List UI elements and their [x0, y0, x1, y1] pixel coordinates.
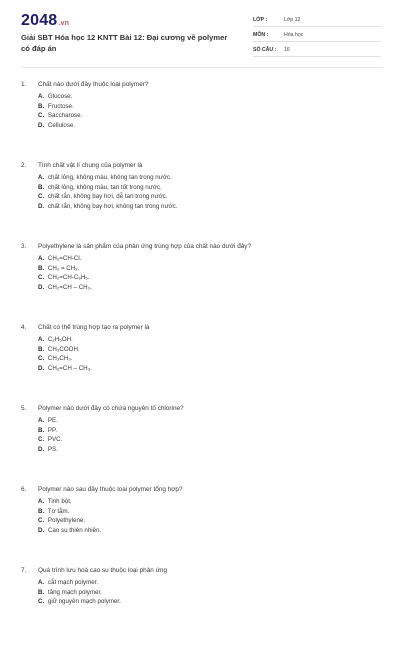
- option-d: [38, 202, 386, 212]
- option-letter: B.: [38, 102, 45, 110]
- option-list: [38, 254, 386, 292]
- question-number: 5.: [21, 405, 27, 412]
- option-text: PVC.: [47, 436, 63, 444]
- option-letter: C.: [38, 274, 45, 282]
- option-text: chất rắn, không bay hơi, không tan trong nước.: [47, 202, 178, 210]
- option-text: giữ nguyên mạch polymer.: [47, 598, 121, 606]
- option-text: Cellulose.: [47, 121, 76, 129]
- option-letter: C.: [38, 112, 45, 120]
- question-text-row: [21, 80, 386, 89]
- option-letter: D.: [38, 526, 45, 534]
- document-header: [0, 0, 400, 66]
- option-letter: D.: [38, 283, 45, 291]
- option-c: [38, 516, 386, 526]
- question-number: 7.: [21, 567, 27, 574]
- question-6: [21, 485, 386, 566]
- meta-subject: [253, 29, 381, 42]
- option-text: Tơ tằm.: [47, 507, 70, 515]
- option-b: [38, 507, 386, 517]
- option-letter: C.: [38, 517, 45, 525]
- option-b: [38, 345, 386, 355]
- question-text: Chất có thể trùng hợp tạo ra polymer là: [38, 324, 150, 331]
- option-b: [38, 102, 386, 112]
- question-text-row: [21, 485, 386, 494]
- option-a: [38, 254, 386, 264]
- option-letter: D.: [38, 445, 45, 453]
- option-letter: D.: [38, 364, 45, 372]
- option-text: chất rắn, không bay hơi, dễ tan trong nước.: [47, 193, 168, 201]
- option-text: cắt mạch polymer.: [47, 579, 99, 586]
- option-a: [38, 335, 386, 345]
- question-1: [21, 80, 386, 161]
- option-letter: A.: [38, 174, 45, 181]
- question-4: [21, 323, 386, 404]
- option-text: CH₂=CH – CH₃.: [47, 364, 92, 372]
- question-text: Tính chất vật lí chung của polymer là: [38, 162, 143, 169]
- option-c: [38, 354, 386, 364]
- question-3: [21, 242, 386, 323]
- question-text-row: [21, 404, 386, 413]
- meta-question-count: [253, 44, 381, 57]
- option-a: [38, 173, 386, 183]
- question-text-row: [21, 161, 386, 170]
- header-divider: [21, 67, 383, 68]
- logo-text: 2048: [21, 12, 58, 29]
- option-letter: A.: [38, 255, 45, 262]
- option-letter: C.: [38, 193, 45, 201]
- question-number: 1.: [21, 81, 27, 88]
- option-text: tăng mạch polymer.: [47, 588, 102, 596]
- option-d: [38, 121, 386, 131]
- document-title: Giải SBT Hóa học 12 KNTT Bài 12: Đại cương về polymer có đáp án: [21, 33, 228, 53]
- question-text-row: [21, 242, 386, 251]
- question-number: 6.: [21, 486, 27, 493]
- site-logo[interactable]: [21, 12, 69, 30]
- question-text-row: [21, 566, 386, 575]
- option-c: [38, 111, 386, 121]
- question-number: 2.: [21, 162, 27, 169]
- option-a: [38, 578, 386, 588]
- option-b: [38, 183, 386, 193]
- question-text: Polymer nào sau đây thuộc loại polymer tổng hợp?: [38, 486, 183, 493]
- question-text: Quá trình lưu hoá cao su thuộc loại phản ứng: [38, 567, 167, 574]
- option-list: [38, 173, 386, 211]
- option-text: CH₃COOH.: [47, 345, 80, 353]
- option-letter: B.: [38, 183, 45, 191]
- option-a: [38, 416, 386, 426]
- option-text: CH₃CH₃.: [47, 355, 73, 363]
- option-text: Saccharose.: [47, 112, 83, 120]
- option-text: CH₂=CH-C₆H₅.: [47, 274, 90, 282]
- option-letter: A.: [38, 417, 45, 424]
- meta-value: Hóa học: [284, 32, 304, 38]
- question-7: [21, 566, 386, 647]
- question-number: 4.: [21, 324, 27, 331]
- option-d: [38, 445, 386, 455]
- option-text: CH₂=CH-Cl.: [47, 255, 82, 262]
- option-a: [38, 92, 386, 102]
- option-text: PE.: [47, 417, 58, 424]
- option-letter: A.: [38, 498, 45, 505]
- option-d: [38, 526, 386, 536]
- question-text: Chất nào dưới đây thuộc loại polymer?: [38, 81, 149, 88]
- option-text: chất lỏng, không màu, tan tốt trong nước.: [47, 183, 162, 191]
- option-list: [38, 92, 386, 130]
- option-d: [38, 283, 386, 293]
- option-list: [38, 416, 386, 454]
- option-letter: B.: [38, 426, 45, 434]
- question-number: 3.: [21, 243, 27, 250]
- option-letter: B.: [38, 588, 45, 596]
- question-text: Polyethylene là sản phẩm của phản ứng trùng hợp của chất nào dưới đây?: [38, 243, 252, 250]
- option-text: CH₂=CH – CH₃.: [47, 283, 92, 291]
- option-text: PP.: [47, 426, 58, 434]
- option-text: C₂H₅OH.: [47, 336, 73, 343]
- option-text: Polyethylene.: [47, 517, 86, 525]
- option-b: [38, 588, 386, 598]
- option-text: CH₂ = CH₂.: [47, 264, 80, 272]
- question-5: [21, 404, 386, 485]
- option-list: [38, 497, 386, 535]
- option-b: [38, 264, 386, 274]
- option-letter: B.: [38, 345, 45, 353]
- meta-label: MÔN :: [253, 32, 269, 38]
- option-text: chất lỏng, không màu, không tan trong nước.: [47, 174, 172, 181]
- option-letter: B.: [38, 264, 45, 272]
- meta-label: SỐ CÂU :: [253, 47, 277, 53]
- question-list: [21, 80, 386, 647]
- option-text: Cao su thiên nhiên.: [47, 526, 102, 534]
- option-letter: C.: [38, 598, 45, 606]
- option-list: [38, 578, 386, 607]
- option-letter: B.: [38, 507, 45, 515]
- option-letter: A.: [38, 579, 45, 586]
- option-a: [38, 497, 386, 507]
- option-b: [38, 426, 386, 436]
- option-list: [38, 335, 386, 373]
- option-c: [38, 192, 386, 202]
- question-2: [21, 161, 386, 242]
- option-text: Tinh bột.: [47, 498, 72, 505]
- option-text: Fructose.: [47, 102, 74, 110]
- question-text-row: [21, 323, 386, 332]
- option-text: PS.: [47, 445, 58, 453]
- meta-label: LỚP :: [253, 17, 268, 23]
- option-letter: A.: [38, 336, 45, 343]
- option-d: [38, 364, 386, 374]
- meta-value: Lớp 12: [284, 17, 301, 23]
- option-letter: D.: [38, 202, 45, 210]
- meta-class: [253, 14, 381, 27]
- meta-value: 16: [284, 47, 290, 53]
- question-text: Polymer nào dưới đây có chứa nguyên tố chlorine?: [38, 405, 184, 412]
- option-c: [38, 597, 386, 607]
- option-letter: C.: [38, 355, 45, 363]
- option-letter: A.: [38, 93, 45, 100]
- logo-suffix: .vn: [58, 20, 70, 27]
- option-c: [38, 435, 386, 445]
- option-c: [38, 273, 386, 283]
- option-letter: C.: [38, 436, 45, 444]
- option-text: Glucose.: [47, 93, 73, 100]
- option-letter: D.: [38, 121, 45, 129]
